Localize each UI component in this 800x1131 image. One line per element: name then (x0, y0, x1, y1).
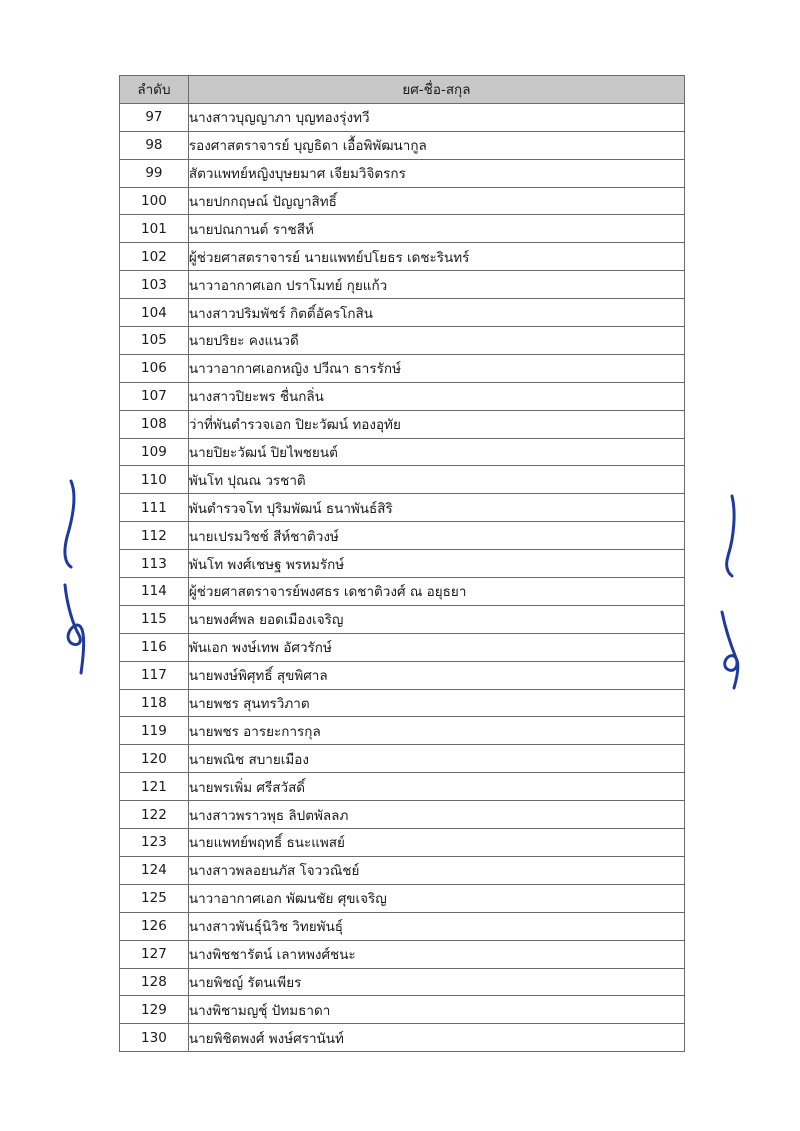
table-row (120, 884, 685, 912)
table-row (120, 438, 685, 466)
table-row (120, 410, 685, 438)
table-row (120, 773, 685, 801)
row-full-name: นางสาวบุญญาภา บุญทองรุ่งทวี (188, 103, 684, 131)
row-order-number: 119 (120, 717, 189, 745)
row-order-number: 118 (120, 689, 189, 717)
row-order-number: 102 (120, 243, 189, 271)
row-order-number: 113 (120, 550, 189, 578)
table-row (120, 940, 685, 968)
row-full-name: นายพชร สุนทรวิภาต (188, 689, 684, 717)
row-full-name: รองศาสตราจารย์ บุญธิดา เอื้อพิพัฒนากูล (188, 131, 684, 159)
row-order-number: 104 (120, 299, 189, 327)
row-order-number: 116 (120, 633, 189, 661)
row-full-name: นายพณิช สบายเมือง (188, 745, 684, 773)
table-row (120, 829, 685, 857)
table-row (120, 968, 685, 996)
table-row (120, 159, 685, 187)
name-list-table (119, 75, 685, 1052)
table-row (120, 299, 685, 327)
row-full-name: นายปกกฤษณ์ ปัญญาสิทธิ์ (188, 187, 684, 215)
row-order-number: 121 (120, 773, 189, 801)
row-order-number: 112 (120, 522, 189, 550)
row-order-number: 124 (120, 856, 189, 884)
table-header-row (120, 76, 685, 104)
row-order-number: 111 (120, 494, 189, 522)
row-full-name: นายพิชิตพงศ์ พงษ์ศรานันท์ (188, 1024, 684, 1052)
row-full-name: ผู้ช่วยศาสตราจารย์พงศธร เดชาติวงศ์ ณ อยุธยา (188, 578, 684, 606)
row-full-name: นางพิชามญชุ์ ปัทมธาดา (188, 996, 684, 1024)
row-full-name: นายพิชญ์ รัตนเพียร (188, 968, 684, 996)
row-order-number: 129 (120, 996, 189, 1024)
row-order-number: 100 (120, 187, 189, 215)
row-order-number: 115 (120, 605, 189, 633)
row-order-number: 128 (120, 968, 189, 996)
row-full-name: นาวาอากาศเอก ปราโมทย์ กุยแก้ว (188, 271, 684, 299)
table-row (120, 494, 685, 522)
row-order-number: 108 (120, 410, 189, 438)
table-row (120, 578, 685, 606)
handwritten-signature-left (55, 475, 105, 685)
table-row (120, 215, 685, 243)
row-full-name: ผู้ช่วยศาสตราจารย์ นายแพทย์ปโยธร เดชะรินทร์ (188, 243, 684, 271)
row-full-name: นางสาวพลอยนภัส โจววณิชย์ (188, 856, 684, 884)
table-row (120, 689, 685, 717)
row-full-name: นางสาวพันธุ์นิวิช วิทยพันธุ์ (188, 912, 684, 940)
table-row (120, 466, 685, 494)
table-row (120, 1024, 685, 1052)
table-row (120, 745, 685, 773)
row-full-name: นางพิชชารัตน์ เลาหพงศ์ชนะ (188, 940, 684, 968)
row-order-number: 97 (120, 103, 189, 131)
row-order-number: 130 (120, 1024, 189, 1052)
table-row (120, 717, 685, 745)
row-order-number: 103 (120, 271, 189, 299)
row-full-name: นายปณกานต์ ราชสีห์ (188, 215, 684, 243)
row-full-name: นาวาอากาศเอก พัฒนชัย ศุขเจริญ (188, 884, 684, 912)
table-row (120, 801, 685, 829)
table-row (120, 661, 685, 689)
table-row (120, 243, 685, 271)
row-full-name: พันโท ปุณณ วรชาติ (188, 466, 684, 494)
row-full-name: นาวาอากาศเอกหญิง ปวีณา ธารรักษ์ (188, 354, 684, 382)
table-row (120, 996, 685, 1024)
row-order-number: 106 (120, 354, 189, 382)
row-full-name: นายเปรมวิชช์ สีห์ชาติวงษ์ (188, 522, 684, 550)
row-full-name: นายปริยะ คงแนวดี (188, 327, 684, 355)
table-row (120, 633, 685, 661)
table-row (120, 103, 685, 131)
row-order-number: 127 (120, 940, 189, 968)
table-row (120, 131, 685, 159)
table-row (120, 522, 685, 550)
column-header-order: ลำดับ (120, 76, 189, 104)
row-order-number: 114 (120, 578, 189, 606)
table-row (120, 382, 685, 410)
row-full-name: นางสาวปิยะพร ชื่นกลิ่น (188, 382, 684, 410)
row-order-number: 125 (120, 884, 189, 912)
row-order-number: 107 (120, 382, 189, 410)
table-row (120, 856, 685, 884)
row-order-number: 120 (120, 745, 189, 773)
table-row (120, 550, 685, 578)
row-full-name: นายแพทย์พฤทธิ์ ธนะแพสย์ (188, 829, 684, 857)
row-full-name: พันตำรวจโท ปุริมพัฒน์ ธนาพันธ์สิริ (188, 494, 684, 522)
row-order-number: 105 (120, 327, 189, 355)
row-full-name: พันเอก พงษ์เทพ อัศวรักษ์ (188, 633, 684, 661)
row-order-number: 122 (120, 801, 189, 829)
row-full-name: นายพรเพิ่ม ศรีสวัสดิ์ (188, 773, 684, 801)
row-order-number: 101 (120, 215, 189, 243)
column-header-rank-name-surname: ยศ-ชื่อ-สกุล (188, 76, 684, 104)
table-row (120, 912, 685, 940)
row-order-number: 98 (120, 131, 189, 159)
row-full-name: นางสาวปริมพัชร์ กิตติ์อัครโกสิน (188, 299, 684, 327)
table-row (120, 354, 685, 382)
row-order-number: 123 (120, 829, 189, 857)
table-row (120, 605, 685, 633)
row-full-name: นายพชร อารยะการกุล (188, 717, 684, 745)
row-order-number: 126 (120, 912, 189, 940)
row-full-name: ว่าที่พันตำรวจเอก ปิยะวัฒน์ ทองอุทัย (188, 410, 684, 438)
row-order-number: 110 (120, 466, 189, 494)
table-row (120, 187, 685, 215)
handwritten-signature-right (710, 492, 760, 692)
table-row (120, 327, 685, 355)
row-full-name: นายปิยะวัฒน์ ปิยไพชยนต์ (188, 438, 684, 466)
row-order-number: 117 (120, 661, 189, 689)
row-full-name: สัตวแพทย์หญิงบุษยมาศ เจียมวิจิตรกร (188, 159, 684, 187)
row-full-name: นางสาวพราวพุธ ลิปตพัลลภ (188, 801, 684, 829)
row-full-name: พันโท พงศ์เชษฐ พรหมรักษ์ (188, 550, 684, 578)
row-order-number: 109 (120, 438, 189, 466)
row-full-name: นายพงศ์พล ยอดเมืองเจริญ (188, 605, 684, 633)
table-row (120, 271, 685, 299)
row-full-name: นายพงษ์พิศุทธิ์ สุขพิศาล (188, 661, 684, 689)
row-order-number: 99 (120, 159, 189, 187)
